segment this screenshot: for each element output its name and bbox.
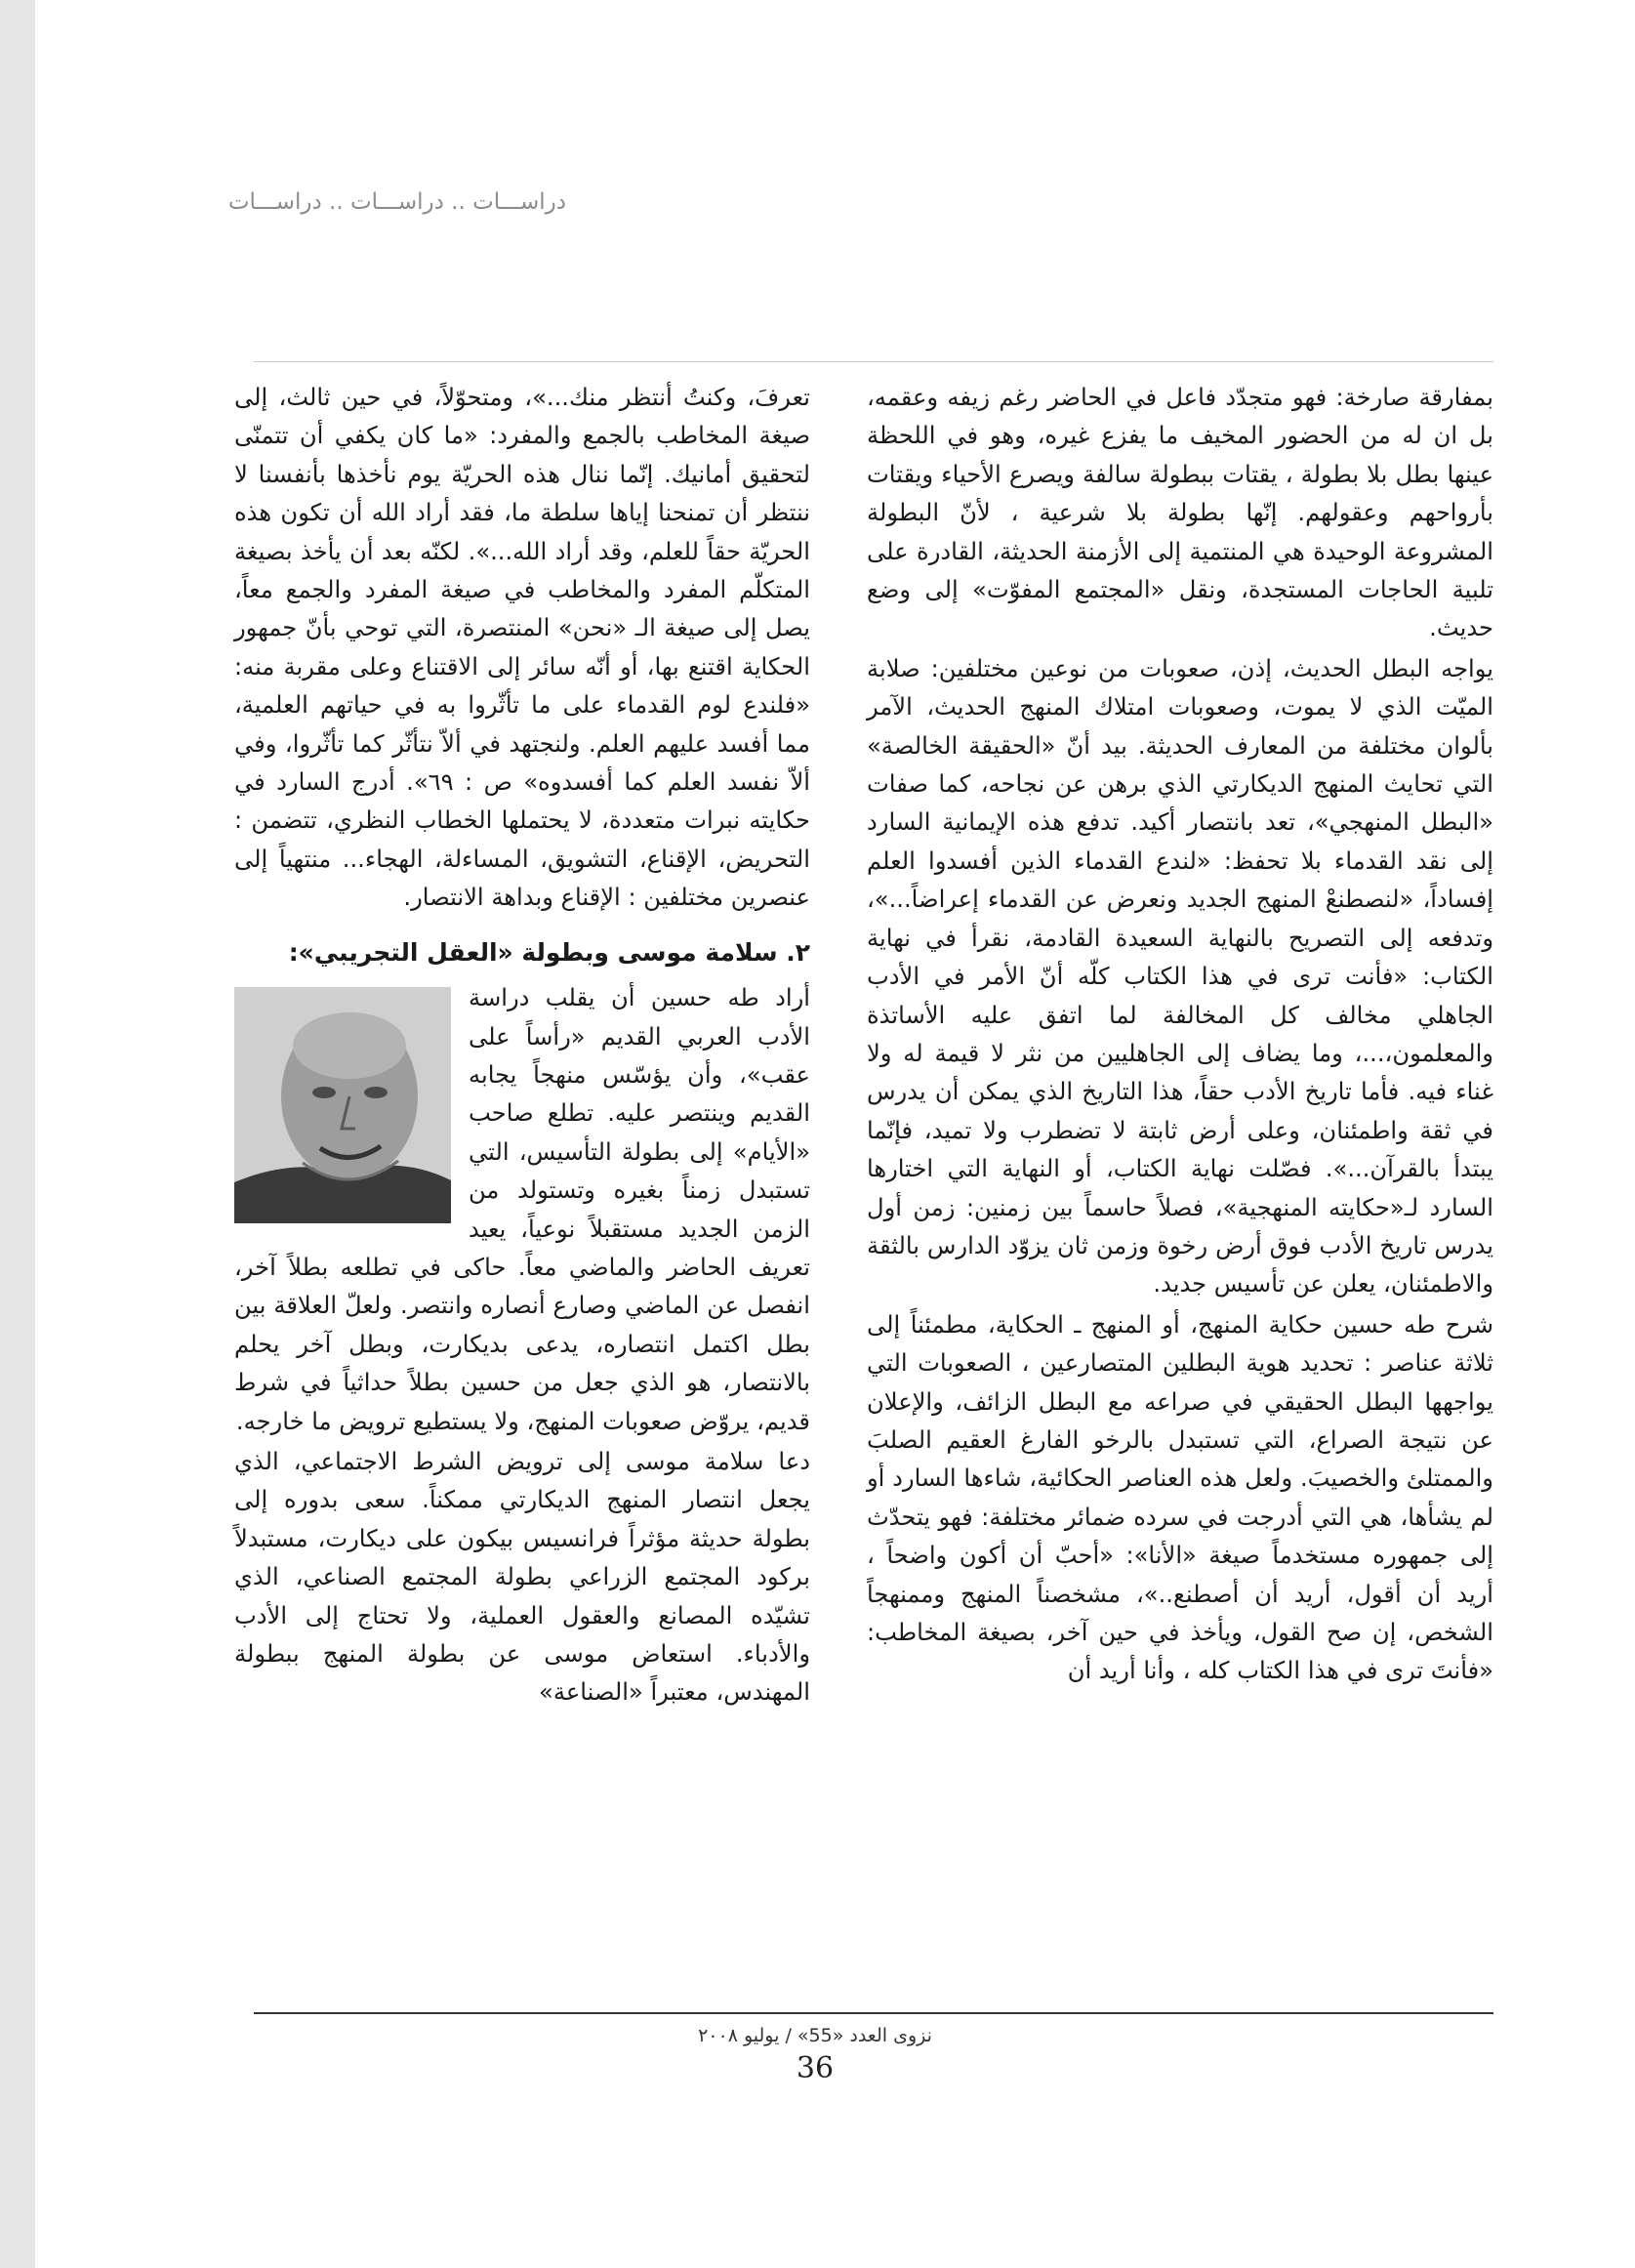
right-paragraph-2: يواجه البطل الحديث، إذن، صعوبات من نوعين مختلفين: صلابة الميّت الذي لا يموت، وصعوبات امتلاك المنهج الحديث، الآمر بألوان مختلفة من المعارف الحديثة. بيد أنّ «الحقيقة الخالصة» التي تحايث المنهج الديكارتي الذي برهن عن نجاحه، كما صفات «البطل المنهجي»، تعد بانتصار أكيد. تدفع هذه الإيمانية السارد إلى نقد القدماء بلا تحفظ: «لندع القدماء الذين أفسدوا العلم إفساداً، «لنصطنعْ المنهج الجديد ونعرض عن القدماء إعراضاً...»، وتدفعه إلى التصريح بالنهاية السعيدة القادمة، نقرأ في نهاية الكتاب: «فأنت ترى في هذا الكتاب كلّه أنّ الأمر في الأدب الجاهلي مخالف كل المخالفة لما اتفق عليه الأساتذة والمعلمون،...، وما يضاف إلى الجاهليين من نثر لا قيمة له ولا غناء فيه. فأما تاريخ الأدب حقاً، هذا التاريخ الذي يمكن أن يدرس في ثقة واطمئنان، وعلى أرض ثابتة لا تضطرب ولا تميد، فإنّما يبتدأ بالقرآن...». فصّلت نهاية الكتاب، أو النهاية التي اختارها السارد لـ«حكايته المنهجية»، فصلاً حاسماً بين زمنين: زمن أول يدرس تاريخ الأدب فوق أرض رخوة وزمن ثان يزوّد الدارس بالثقة والاطمئنان، يعلن عن تأسيس جديد. [867,654,1493,1299]
scan-gutter [0,0,35,2268]
top-divider [254,361,1493,362]
running-head: دراســـات .. دراســـات .. دراســـات [227,189,566,215]
left-paragraph-1: تعرفَ، وكنتُ أنتظر منك...»، ومتحوّلاً، في حين ثالث، إلى صيغة المخاطب بالجمع والمفرد: «ما كان يكفي أن تتمنّى لتحقيق أمانيك. إنّما ننال هذه الحريّة يوم نأخذها بأنفسنا لا ننتظر أن تمنحنا إياها سلطة ما، فقد أراد الله أن تكون هذه الحريّة حقاً للعلم، وقد أراد الله...». لكنّه بعد أن يأخذ بصيغة المتكلّم المفرد والمخاطب في صيغة المفرد والجمع معاً، يصل إلى صيغة الـ «نحن» المنتصرة، التي توحي بأنّ جمهور الحكاية اقتنع بها، أو أنّه سائر إلى الاقتناع وعلى مقربة منه: «فلندع لوم القدماء على ما تأثّروا به في حياتهم العلمية، مما أفسد عليهم العلم. ولنجتهد في ألاّ نتأثّر كما تأثّروا، وفي ألاّ نفسد العلم كما أفسدوه» ص : ٦٩». أدرج السارد في حكايته نبرات متعددة، لا يحتملها الخطاب النظري، تتضمن : التحريض، الإقناع، التشويق، المساءلة، الهجاء... منتهياً إلى عنصرين مختلفين : الإقناع وبداهة الانتصار. [234,384,810,912]
portrait-illustration [234,987,451,1223]
section-heading: ٢. سلامة موسى وبطولة «العقل التجريبي»: [288,937,810,967]
right-paragraph-3: شرح طه حسين حكاية المنهج، أو المنهج ـ الحكاية، مطمئناً إلى ثلاثة عناصر : تحديد هوية البطلين المتصارعين ، الصعوبات التي يواجهها البطل الحقيقي في صراعه مع البطل الزائف، والإعلان عن نتيجة الصراع، التي تستبدل بالرخو الفارغ العقيم الصلبَ والممتلئ والخصيبَ. ولعل هذه العناصر الحكائية، شاءها السارد أو لم يشأها، هي التي أدرجت في سرده ضمائر مختلفة: فهو يتحدّث إلى جمهوره مستخدماً صيغة «الأنا»: «أحبّ أن أكون واضحاً ، أريد أن أقول، أريد أن أصطنع..»، مشخصناً المنهج وممنهجاً الشخص، إن صح القول، ويأخذ في حين آخر، بصيغة المخاطب: «فأنتَ ترى في هذا الكتاب كله ، وأنا أريد أن [867,1310,1493,1685]
page-number: 36 [796,2051,835,2085]
author-portrait [234,987,451,1223]
left-paragraph-3: دعا سلامة موسى إلى ترويض الشرط الاجتماعي، الذي يجعل انتصار المنهج الديكارتي ممكناً. سعى بدوره إلى بطولة حديثة مؤثراً فرانسيس بيكون على ديكارت، مستبدلاً بركود المجتمع الزراعي بطولة المجتمع الصناعي، الذي تشيّده المصانع والعقول العملية، ولا تحتاج إلى الأدب والأدباء. استعاض موسى عن بطولة المنهج ببطولة المهندس، معتبراً «الصناعة» [234,1447,810,1707]
left-column [234,379,810,1712]
footer-divider [254,2012,1493,2014]
issue-line: نزوى العدد «55» / يوليو ٢٠٠٨ [698,2025,932,2046]
right-column [867,379,1493,1691]
left-paragraph-2: أراد طه حسين أن يقلب دراسة الأدب العربي القديم «رأساً على عقب»، وأن يؤسّس منهجاً يجابه القديم وينتصر عليه. تطلع صاحب «الأيام» إلى بطولة التأسيس، التي تستبدل زمناً بغيره وتستولد من الزمن الجديد مستقبلاً نوعياً، يعيد تعريف الحاضر والماضي معاً. حاكى في تطلعه بطلاً آخر، انفصل عن الماضي وصارع أنصاره وانتصر. ولعلّ العلاقة بين بطل اكتمل انتصاره، يدعى بديكارت، وبطل آخر يحلم بالانتصار، هو الذي جعل من حسين بطلاً حداثياً في شرط قديم، يروّض صعوبات المنهج، ولا يستطيع ترويض ما خارجه. [234,984,810,1435]
right-paragraph-1: بمفارقة صارخة: فهو متجدّد فاعل في الحاضر رغم زيفه وعقمه، بل ان له من الحضور المخيف ما يفزع غيره، وهو في اللحظة عينها بطل بلا بطولة ، يقتات ببطولة سالفة ويصرع الأحياء ويقتات بأرواحهم وعقولهم. إنّها بطولة بلا شرعية ، لأنّ البطولة المشروعة الوحيدة هي المنتمية إلى الأزمنة الحديثة، القادرة على تلبية الحاجات المستجدة، ونقل «المجتمع المفوّت» إلى وضع حديث. [867,384,1493,642]
